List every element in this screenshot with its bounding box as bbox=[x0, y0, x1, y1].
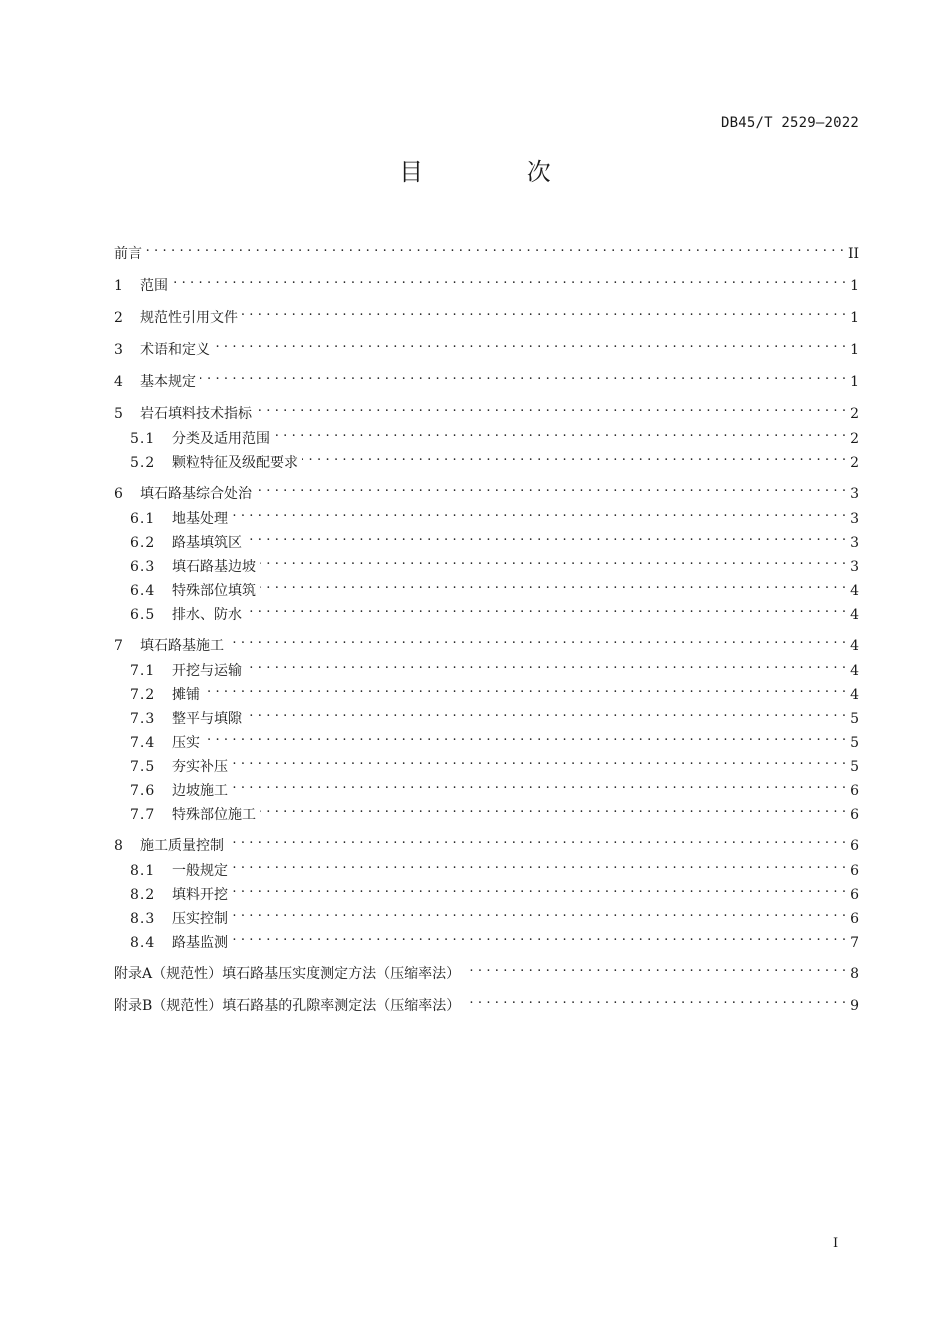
toc-entry-title: 夯实补压 bbox=[172, 759, 228, 775]
toc-dot-leader bbox=[274, 423, 846, 443]
toc-entry-title: 附录A（规范性）填石路基压实度测定方法（压缩率法） bbox=[114, 966, 461, 982]
toc-entry-page: 4 bbox=[850, 663, 859, 679]
toc-entry-page: 4 bbox=[850, 638, 859, 654]
toc-entry-number: 7.7 bbox=[130, 807, 156, 823]
toc-entry-number: 6.1 bbox=[130, 511, 156, 527]
toc-entry-page: 6 bbox=[850, 783, 859, 799]
toc-entry-title: 施工质量控制 bbox=[140, 838, 224, 854]
toc-entry[interactable] bbox=[114, 270, 859, 296]
toc-entry-page: 1 bbox=[850, 310, 859, 326]
toc-dot-leader bbox=[232, 775, 846, 795]
toc-entry-title: 基本规定 bbox=[140, 374, 196, 390]
toc-entry-number: 8.1 bbox=[130, 863, 156, 879]
toc-entry-title: 分类及适用范围 bbox=[172, 431, 270, 447]
toc-entry[interactable] bbox=[130, 775, 859, 801]
toc-entry[interactable] bbox=[130, 599, 859, 625]
toc-entry-title: 范围 bbox=[140, 278, 168, 294]
toc-entry-page: 6 bbox=[850, 911, 859, 927]
toc-entry-title: 附录B（规范性）填石路基的孔隙率测定法（压缩率法） bbox=[114, 998, 461, 1014]
toc-entry[interactable] bbox=[114, 958, 859, 984]
toc-entry-page: 3 bbox=[850, 535, 859, 551]
toc-entry-number: 7.1 bbox=[130, 663, 156, 679]
toc-entry[interactable] bbox=[130, 927, 859, 953]
toc-entry-number: 8 bbox=[114, 838, 123, 854]
toc-entry-title: 一般规定 bbox=[172, 863, 228, 879]
toc-entry-page: 2 bbox=[850, 455, 859, 471]
toc-entry-page: 5 bbox=[850, 711, 859, 727]
toc-entry[interactable] bbox=[114, 630, 859, 656]
toc-dot-leader bbox=[200, 366, 846, 386]
toc-dot-leader bbox=[302, 447, 846, 467]
toc-dot-leader bbox=[232, 927, 846, 947]
toc-dot-leader bbox=[246, 703, 846, 723]
toc-entry-number: 6.4 bbox=[130, 583, 156, 599]
toc-entry-page: 4 bbox=[850, 583, 859, 599]
toc-dot-leader bbox=[232, 503, 846, 523]
toc-entry-number: 2 bbox=[114, 310, 123, 326]
toc-entry-title: 整平与填隙 bbox=[172, 711, 242, 727]
toc-entry[interactable] bbox=[130, 527, 859, 553]
toc-entry-title: 摊铺 bbox=[172, 687, 200, 703]
toc-dot-leader bbox=[260, 575, 846, 595]
toc-entry[interactable] bbox=[130, 751, 859, 777]
toc-entry-title: 路基填筑区 bbox=[172, 535, 242, 551]
toc-dot-leader bbox=[228, 830, 846, 850]
toc-entry[interactable] bbox=[114, 302, 859, 328]
toc-entry-title: 填石路基施工 bbox=[140, 638, 224, 654]
toc-dot-leader bbox=[256, 398, 846, 418]
toc-entry-page: 3 bbox=[850, 559, 859, 575]
toc-entry-title: 排水、防水 bbox=[172, 607, 242, 623]
toc-entry[interactable] bbox=[130, 727, 859, 753]
toc-entry[interactable] bbox=[130, 551, 859, 577]
toc-dot-leader bbox=[256, 478, 846, 498]
toc-entry-number: 7.3 bbox=[130, 711, 156, 727]
toc-entry-number: 8.4 bbox=[130, 935, 156, 951]
toc-dot-leader bbox=[246, 599, 846, 619]
toc-entry-page: 6 bbox=[850, 887, 859, 903]
toc-dot-leader bbox=[242, 302, 846, 322]
toc-entry-page: 1 bbox=[850, 342, 859, 358]
page-title: 目 次 bbox=[399, 158, 599, 186]
toc-entry-title: 压实 bbox=[172, 735, 200, 751]
toc-entry-page: 6 bbox=[850, 838, 859, 854]
toc-entry-title: 地基处理 bbox=[172, 511, 228, 527]
toc-dot-leader bbox=[214, 334, 846, 354]
toc-entry[interactable] bbox=[114, 990, 859, 1016]
toc-entry-page: 9 bbox=[850, 998, 859, 1014]
toc-entry-page: 4 bbox=[850, 687, 859, 703]
toc-entry-page: 2 bbox=[850, 406, 859, 422]
toc-entry-title: 特殊部位填筑 bbox=[172, 583, 256, 599]
toc-entry-title: 边坡施工 bbox=[172, 783, 228, 799]
toc-dot-leader bbox=[232, 751, 846, 771]
toc-entry[interactable] bbox=[130, 903, 859, 929]
toc-entry-number: 6.3 bbox=[130, 559, 156, 575]
toc-entry-title: 前言 bbox=[114, 246, 142, 262]
toc-entry[interactable] bbox=[114, 478, 859, 504]
toc-entry-page: 2 bbox=[850, 431, 859, 447]
toc-dot-leader bbox=[204, 727, 846, 747]
toc-dot-leader bbox=[232, 855, 846, 875]
toc-entry[interactable] bbox=[130, 679, 859, 705]
toc-entry-number: 7 bbox=[114, 638, 123, 654]
toc-dot-leader bbox=[232, 879, 846, 899]
toc-entry-number: 1 bbox=[114, 278, 123, 294]
toc-entry[interactable] bbox=[114, 238, 859, 264]
toc-dot-leader bbox=[260, 551, 846, 571]
document-code: DB45/T 2529—2022 bbox=[720, 115, 859, 131]
toc-entry-number: 8.2 bbox=[130, 887, 156, 903]
toc-entry-page: II bbox=[847, 246, 859, 262]
toc-entry-page: 7 bbox=[850, 935, 859, 951]
toc-entry-page: 4 bbox=[850, 607, 859, 623]
toc-entry-number: 7.6 bbox=[130, 783, 156, 799]
toc-dot-leader bbox=[172, 270, 846, 290]
toc-entry-title: 岩石填料技术指标 bbox=[140, 406, 252, 422]
toc-entry-number: 7.5 bbox=[130, 759, 156, 775]
toc-entry-number: 7.2 bbox=[130, 687, 156, 703]
toc-entry[interactable] bbox=[130, 655, 859, 681]
toc-dot-leader bbox=[260, 799, 846, 819]
toc-entry-number: 4 bbox=[114, 374, 123, 390]
toc-entry[interactable] bbox=[130, 855, 859, 881]
toc-entry-title: 开挖与运输 bbox=[172, 663, 242, 679]
toc-entry-number: 6.2 bbox=[130, 535, 156, 551]
toc-entry-number: 7.4 bbox=[130, 735, 156, 751]
toc-entry-page: 5 bbox=[850, 735, 859, 751]
toc-entry-number: 3 bbox=[114, 342, 123, 358]
toc-entry[interactable] bbox=[130, 575, 859, 601]
toc-entry-page: 8 bbox=[850, 966, 859, 982]
toc-entry[interactable] bbox=[114, 366, 859, 392]
toc-entry[interactable] bbox=[130, 879, 859, 905]
toc-entry-page: 6 bbox=[850, 863, 859, 879]
toc-entry-title: 规范性引用文件 bbox=[140, 310, 238, 326]
toc-dot-leader bbox=[246, 527, 846, 547]
toc-entry[interactable] bbox=[130, 423, 859, 449]
toc-entry[interactable] bbox=[130, 503, 859, 529]
toc-entry-number: 6.5 bbox=[130, 607, 156, 623]
toc-entry-title: 颗粒特征及级配要求 bbox=[172, 455, 298, 471]
toc-entry-title: 术语和定义 bbox=[140, 342, 210, 358]
toc-dot-leader bbox=[232, 903, 846, 923]
toc-entry-number: 6 bbox=[114, 486, 123, 502]
toc-entry[interactable] bbox=[130, 703, 859, 729]
toc-entry-number: 5.2 bbox=[130, 455, 156, 471]
toc-entry[interactable] bbox=[130, 447, 859, 473]
toc-dot-leader bbox=[464, 958, 846, 978]
toc-dot-leader bbox=[146, 238, 844, 258]
toc-dot-leader bbox=[204, 679, 846, 699]
toc-entry-number: 5 bbox=[114, 406, 123, 422]
toc-entry-page: 6 bbox=[850, 807, 859, 823]
toc-entry-title: 特殊部位施工 bbox=[172, 807, 256, 823]
toc-dot-leader bbox=[246, 655, 846, 675]
toc-entry[interactable] bbox=[114, 398, 859, 424]
toc-entry-number: 5.1 bbox=[130, 431, 156, 447]
page-number: I bbox=[833, 1236, 839, 1251]
toc-entry-title: 填石路基边坡 bbox=[172, 559, 256, 575]
toc-entry-title: 填料开挖 bbox=[172, 887, 228, 903]
toc-entry-title: 路基监测 bbox=[172, 935, 228, 951]
toc-entry-page: 3 bbox=[850, 511, 859, 527]
toc-entry[interactable] bbox=[114, 830, 859, 856]
toc-entry-page: 5 bbox=[850, 759, 859, 775]
toc-entry[interactable] bbox=[114, 334, 859, 360]
toc-entry-page: 1 bbox=[850, 278, 859, 294]
toc-entry-title: 填石路基综合处治 bbox=[140, 486, 252, 502]
toc-entry-number: 8.3 bbox=[130, 911, 156, 927]
toc-dot-leader bbox=[464, 990, 846, 1010]
toc-entry[interactable] bbox=[130, 799, 859, 825]
toc-entry-page: 1 bbox=[850, 374, 859, 390]
toc-dot-leader bbox=[228, 630, 846, 650]
toc-entry-title: 压实控制 bbox=[172, 911, 228, 927]
toc-entry-page: 3 bbox=[850, 486, 859, 502]
